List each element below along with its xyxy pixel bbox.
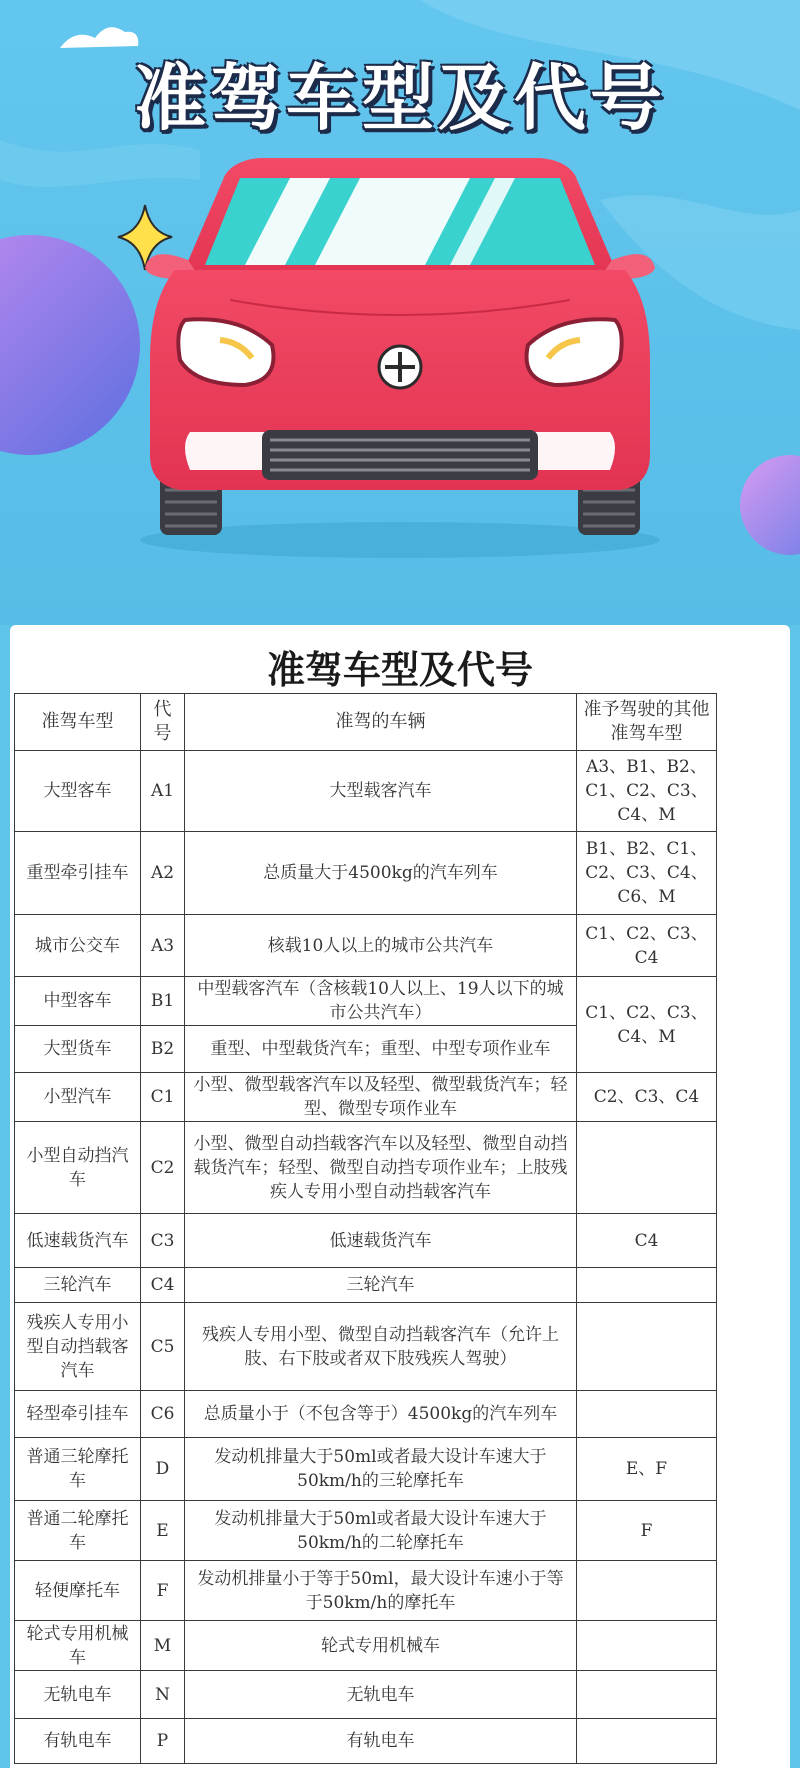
- table-row: [15, 1268, 717, 1303]
- hero-illustration: [0, 0, 800, 625]
- cell-code: A3: [141, 915, 185, 977]
- cell-vehicles: 中型载客汽车（含核载10人以上、19人以下的城市公共汽车）: [185, 977, 577, 1026]
- cell-type: 残疾人专用小型自动挡载客汽车: [15, 1303, 141, 1391]
- header-code: 代号: [141, 694, 185, 751]
- cell-type: 轻型牵引挂车: [15, 1391, 141, 1438]
- cell-type: 三轮汽车: [15, 1268, 141, 1303]
- cell-vehicles: 发动机排量小于等于50ml，最大设计车速小于等于50km/h的摩托车: [185, 1561, 577, 1621]
- cell-vehicles: 重型、中型载货汽车；重型、中型专项作业车: [185, 1026, 577, 1073]
- cell-vehicles: 三轮汽车: [185, 1268, 577, 1303]
- table-row: [15, 1621, 717, 1671]
- cell-vehicles: 总质量大于4500kg的汽车列车: [185, 832, 577, 915]
- cell-type: 轻便摩托车: [15, 1561, 141, 1621]
- cell-vehicles: 发动机排量大于50ml或者最大设计车速大于50km/h的二轮摩托车: [185, 1501, 577, 1561]
- cell-vehicles: 小型、微型自动挡载客汽车以及轻型、微型自动挡载货汽车；轻型、微型自动挡专项作业车；上肢残疾人专用小型自动挡载客汽车: [185, 1122, 577, 1214]
- cell-type: 小型自动挡汽车: [15, 1122, 141, 1214]
- cell-vehicles: 无轨电车: [185, 1671, 577, 1719]
- cell-type: 城市公交车: [15, 915, 141, 977]
- cell-vehicles: 小型、微型载客汽车以及轻型、微型载货汽车；轻型、微型专项作业车: [185, 1073, 577, 1122]
- cell-other: [577, 1391, 717, 1438]
- cell-type: 低速载货汽车: [15, 1214, 141, 1268]
- cell-vehicles: 低速载货汽车: [185, 1214, 577, 1268]
- cell-code: B1: [141, 977, 185, 1026]
- cell-type: 普通三轮摩托车: [15, 1438, 141, 1501]
- table-row: [15, 1438, 717, 1501]
- table-row: [15, 1073, 717, 1122]
- cell-code: F: [141, 1561, 185, 1621]
- cell-vehicles: 残疾人专用小型、微型自动挡载客汽车（允许上肢、右下肢或者双下肢残疾人驾驶）: [185, 1303, 577, 1391]
- table-row: [15, 1122, 717, 1214]
- cell-other: C1、C2、C3、C4: [577, 915, 717, 977]
- cell-other: [577, 1303, 717, 1391]
- banner-title: 准驾车型及代号: [133, 56, 666, 140]
- cell-code: B2: [141, 1026, 185, 1073]
- cell-type: 轮式专用机械车: [15, 1621, 141, 1671]
- table-row: [15, 1391, 717, 1438]
- cell-vehicles: 大型载客汽车: [185, 751, 577, 832]
- cell-other: [577, 1621, 717, 1671]
- cell-vehicles: 发动机排量大于50ml或者最大设计车速大于50km/h的三轮摩托车: [185, 1438, 577, 1501]
- cell-other: [577, 1719, 717, 1764]
- cell-code: D: [141, 1438, 185, 1501]
- license-class-table: [14, 693, 717, 1764]
- table-row: [15, 751, 717, 832]
- table-row: [15, 1719, 717, 1764]
- table-row: [15, 1671, 717, 1719]
- table-row: [15, 1561, 717, 1621]
- cell-other: C2、C3、C4: [577, 1073, 717, 1122]
- cell-code: C1: [141, 1073, 185, 1122]
- table-title: 准驾车型及代号: [266, 647, 533, 692]
- cell-code: N: [141, 1671, 185, 1719]
- cell-other: [577, 1561, 717, 1621]
- table-row: [15, 832, 717, 915]
- header-vehicles: 准驾的车辆: [185, 694, 577, 751]
- cell-type: 无轨电车: [15, 1671, 141, 1719]
- cell-other: F: [577, 1501, 717, 1561]
- table-card: [10, 625, 790, 1768]
- header-other: 准予驾驶的其他准驾车型: [577, 694, 717, 751]
- cell-other: [577, 1268, 717, 1303]
- table-row: [15, 915, 717, 977]
- table-row: [15, 977, 717, 1026]
- table-row: [15, 1214, 717, 1268]
- cell-code: E: [141, 1501, 185, 1561]
- cell-code: C5: [141, 1303, 185, 1391]
- grille: [262, 430, 538, 480]
- cell-type: 中型客车: [15, 977, 141, 1026]
- cell-other: A3、B1、B2、C1、C2、C3、C4、M: [577, 751, 717, 832]
- cell-other: [577, 1122, 717, 1214]
- cell-code: C2: [141, 1122, 185, 1214]
- cell-type: 有轨电车: [15, 1719, 141, 1764]
- cell-code: A1: [141, 751, 185, 832]
- header-row: [15, 694, 717, 751]
- cell-type: 重型牵引挂车: [15, 832, 141, 915]
- cell-type: 小型汽车: [15, 1073, 141, 1122]
- cell-code: M: [141, 1621, 185, 1671]
- header-type: 准驾车型: [15, 694, 141, 751]
- cell-code: C4: [141, 1268, 185, 1303]
- cell-other: C1、C2、C3、C4、M: [577, 977, 717, 1073]
- cell-type: 普通二轮摩托车: [15, 1501, 141, 1561]
- cell-vehicles: 轮式专用机械车: [185, 1621, 577, 1671]
- cell-other: E、F: [577, 1438, 717, 1501]
- table-row: [15, 1501, 717, 1561]
- cell-other: B1、B2、C1、C2、C3、C4、C6、M: [577, 832, 717, 915]
- cell-code: C6: [141, 1391, 185, 1438]
- cell-type: 大型货车: [15, 1026, 141, 1073]
- cell-other: C4: [577, 1214, 717, 1268]
- table-row: [15, 1303, 717, 1391]
- cell-vehicles: 核载10人以上的城市公共汽车: [185, 915, 577, 977]
- cell-type: 大型客车: [15, 751, 141, 832]
- cell-code: A2: [141, 832, 185, 915]
- cell-other: [577, 1671, 717, 1719]
- cell-code: P: [141, 1719, 185, 1764]
- cell-code: C3: [141, 1214, 185, 1268]
- cell-vehicles: 总质量小于（不包含等于）4500kg的汽车列车: [185, 1391, 577, 1438]
- cell-vehicles: 有轨电车: [185, 1719, 577, 1764]
